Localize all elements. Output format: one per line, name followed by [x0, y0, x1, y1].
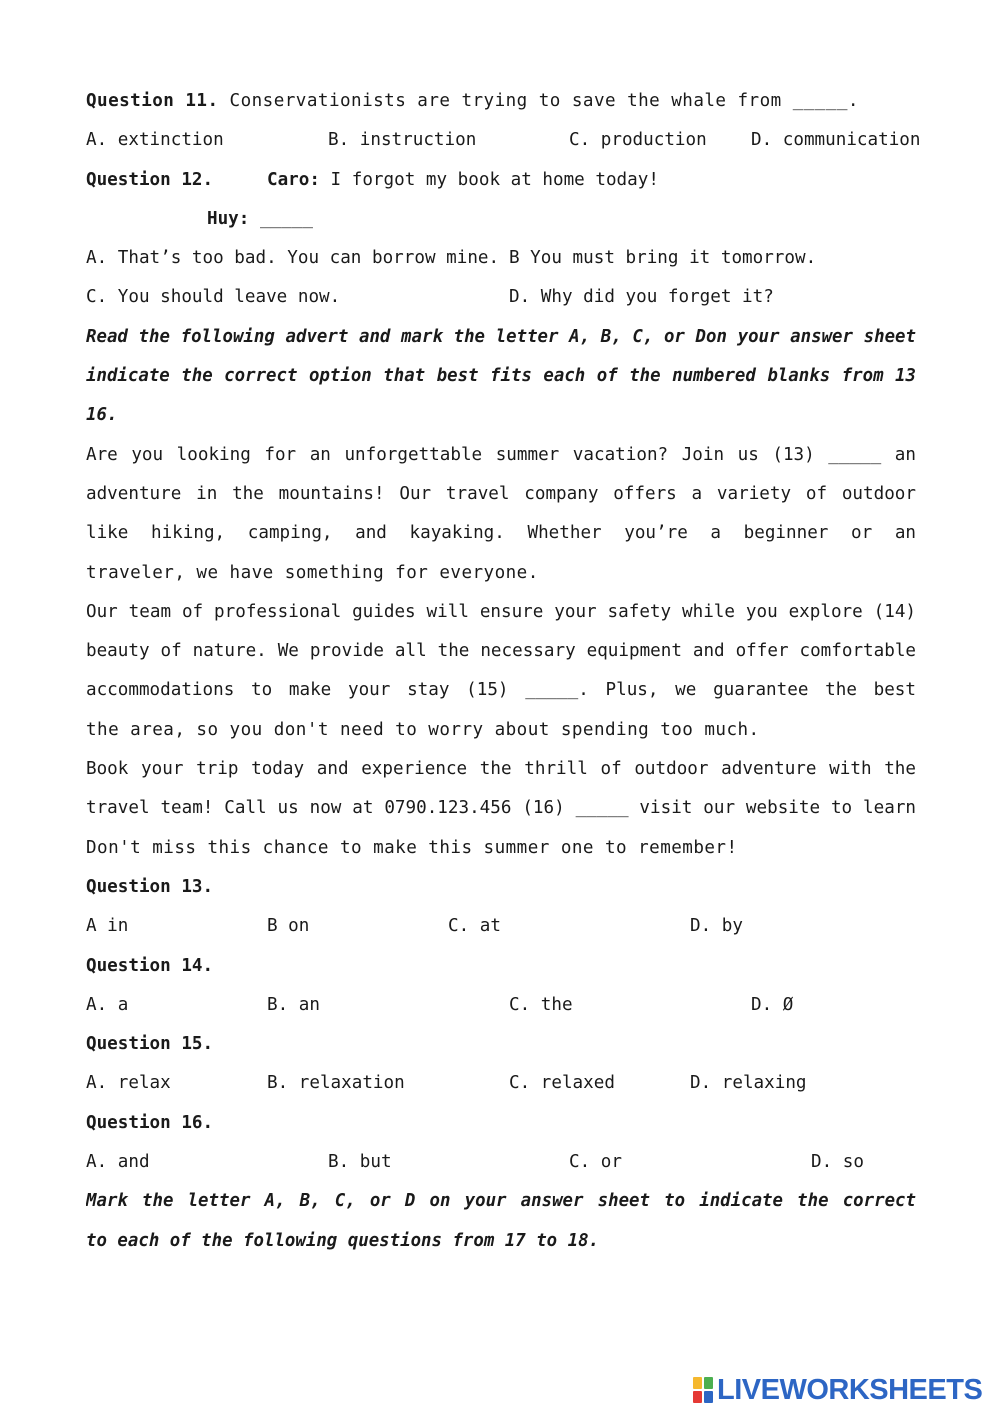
option-a[interactable]: A. relax [86, 1073, 171, 1094]
question-11-options [86, 121, 921, 160]
question-11 [86, 82, 916, 121]
passage-line: adventure in the mountains! Our travel company offers a variety of outdoor [86, 483, 916, 504]
option-a[interactable]: A. and [86, 1152, 150, 1173]
option-d[interactable]: D. Ø [751, 994, 794, 1015]
option-d[interactable]: D. relaxing [690, 1073, 807, 1094]
option-c[interactable]: C. at [448, 916, 501, 937]
question-16-options [86, 1143, 916, 1182]
passage-line: Don't miss this chance to make this summer one to remember! [86, 837, 738, 858]
passage-line: accommodations to make your stay (15) _____. Plus, we guarantee the best [86, 680, 916, 701]
option-a[interactable]: A. extinction [86, 130, 224, 151]
speaker-huy: Huy: [207, 208, 250, 229]
question-13-label: Question 13. [86, 876, 214, 897]
instruction-line: 16. [86, 405, 118, 426]
passage-line: the area, so you don't need to worry about spending too much. [86, 719, 760, 740]
instruction-line: to each of the following questions from 17 to 18. [86, 1230, 600, 1251]
question-13-options [86, 907, 916, 946]
question-14-label: Question 14. [86, 955, 214, 976]
huy-line: _____ [249, 208, 313, 229]
passage-line: travel team! Call us now at 0790.123.456 (16) _____ visit our website to learn [86, 798, 916, 819]
option-a[interactable]: A. a [86, 994, 129, 1015]
passage-line: Book your trip today and experience the thrill of outdoor adventure with the [86, 759, 916, 780]
question-11-text: Conservationists are trying to save the whale from _____. [218, 91, 859, 111]
option-c[interactable]: C. or [569, 1152, 622, 1173]
passage-line: beauty of nature. We provide all the necessary equipment and offer comfortable [86, 641, 916, 662]
option-b[interactable]: B. but [328, 1152, 392, 1173]
question-14-options [86, 986, 916, 1025]
worksheet-page [86, 82, 921, 1261]
question-11-label: Question 11. [86, 91, 219, 111]
instruction-line: Mark the letter A, B, C, or D on your answer sheet to indicate the correct [86, 1191, 916, 1212]
option-d[interactable]: D. Why did you forget it? [509, 287, 774, 308]
question-12-label: Question 12. [86, 169, 214, 190]
logo-text: LIVEWORKSHEETS [717, 1373, 983, 1406]
option-c[interactable]: C. production [569, 130, 707, 151]
passage-line: Our team of professional guides will ensure your safety while you explore (14) [86, 601, 916, 622]
question-12-options-row2 [86, 278, 916, 317]
question-12-reply [86, 200, 916, 239]
instruction-line: indicate the correct option that best fits each of the numbered blanks from 13 [86, 366, 916, 387]
question-16-label: Question 16. [86, 1112, 214, 1133]
liveworksheets-logo[interactable] [693, 1374, 982, 1406]
passage-line: like hiking, camping, and kayaking. Whether you’re a beginner or an [86, 523, 916, 544]
option-c[interactable]: C. You should leave now. [86, 287, 341, 308]
option-b[interactable]: B You must bring it tomorrow. [509, 248, 817, 269]
option-d[interactable]: D. so [811, 1152, 864, 1173]
option-c[interactable]: C. relaxed [509, 1073, 615, 1094]
passage-line: Are you looking for an unforgettable summer vacation? Join us (13) _____ an [86, 444, 916, 465]
logo-icon [693, 1377, 713, 1403]
speaker-caro: Caro: [267, 169, 320, 190]
option-b[interactable]: B. relaxation [267, 1073, 405, 1094]
question-12-options-row1 [86, 239, 916, 278]
question-12 [86, 161, 916, 200]
option-a[interactable]: A in [86, 916, 129, 937]
option-d[interactable]: D. communication [751, 130, 921, 151]
option-b[interactable]: B on [267, 916, 310, 937]
question-15-label: Question 15. [86, 1034, 214, 1055]
option-c[interactable]: C. the [509, 994, 573, 1015]
option-b[interactable]: B. instruction [328, 130, 477, 151]
option-a[interactable]: A. That’s too bad. You can borrow mine. [86, 248, 500, 269]
passage-line: traveler, we have something for everyone. [86, 562, 539, 583]
option-d[interactable]: D. by [690, 916, 743, 937]
option-b[interactable]: B. an [267, 994, 320, 1015]
caro-line: I forgot my book at home today! [319, 169, 659, 190]
question-15-options [86, 1064, 916, 1103]
instruction-line: Read the following advert and mark the letter A, B, C, or Don your answer sheet [86, 326, 916, 347]
